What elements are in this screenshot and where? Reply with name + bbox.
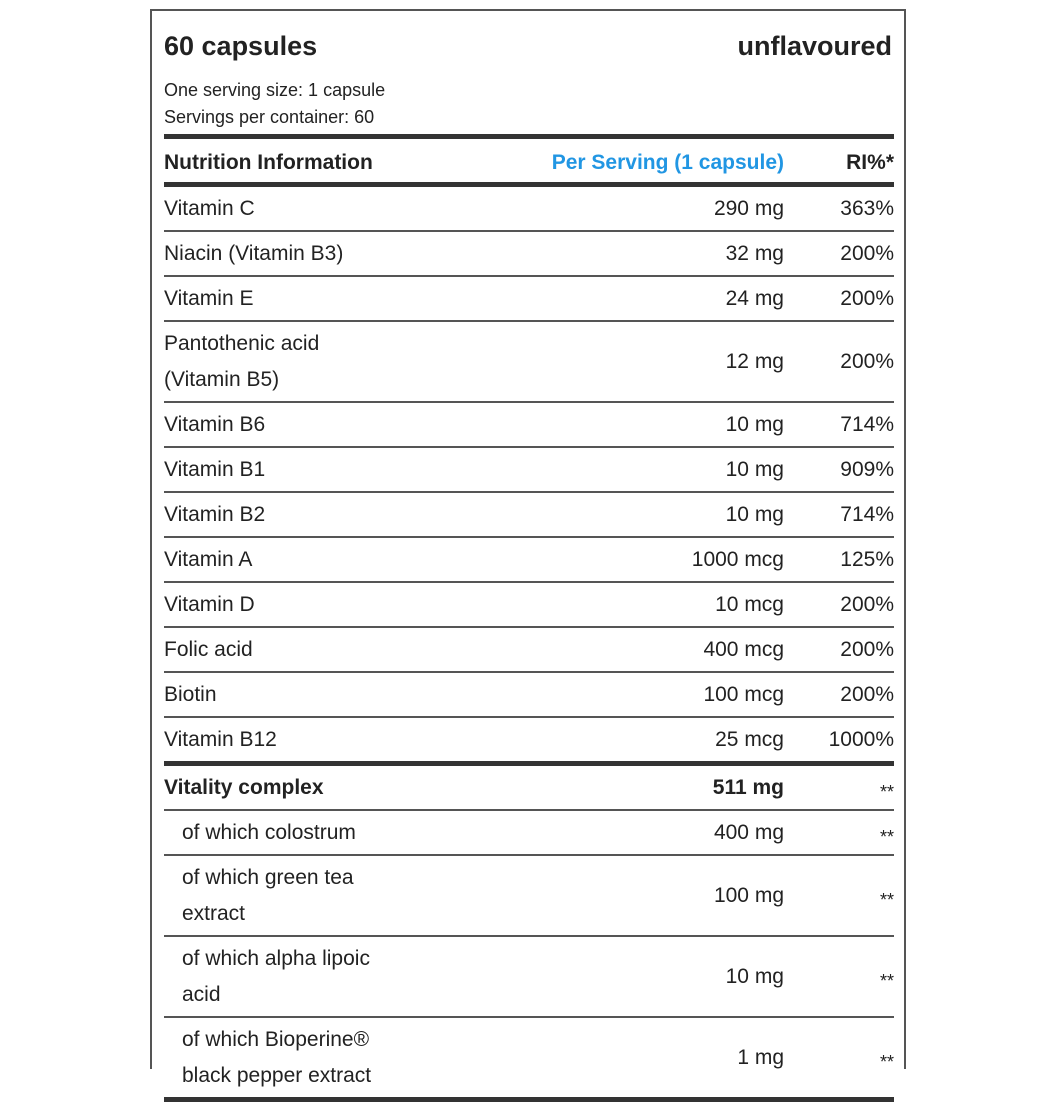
sub-row: [164, 811, 894, 854]
table-row: [164, 538, 894, 581]
nutrient-name: Vitamin D: [164, 593, 255, 616]
nutrient-amount: 10 mg: [725, 503, 784, 526]
nutrient-ri: 909%: [840, 458, 894, 481]
column-header-per-serving: Per Serving (1 capsule): [551, 151, 784, 174]
nutrient-name: Vitamin B2: [164, 503, 266, 526]
column-header-row: [164, 139, 894, 182]
table-row: [164, 448, 894, 491]
sub-row: [164, 1018, 894, 1097]
ingredient-ri: **: [879, 890, 894, 910]
nutrient-name: Vitamin B12: [164, 728, 277, 751]
nutrient-amount: 12 mg: [725, 350, 784, 373]
nutrient-ri: 125%: [840, 548, 894, 571]
nutrient-amount: 10 mg: [725, 413, 784, 436]
nutrient-name: Folic acid: [164, 638, 253, 661]
nutrition-panel-inner: [164, 11, 894, 1102]
complex-ri: **: [879, 782, 894, 802]
ingredient-ri: **: [879, 971, 894, 991]
nutrient-name: Biotin: [164, 683, 217, 706]
column-header-ri: RI%*: [846, 151, 894, 174]
ingredient-amount: 400 mg: [713, 821, 784, 844]
nutrient-amount: 400 mcg: [703, 638, 784, 661]
table-row: [164, 322, 894, 401]
nutrient-amount: 10 mg: [725, 458, 784, 481]
serving-size-text: One serving size: 1 capsule: [164, 80, 386, 100]
table-row: [164, 718, 894, 761]
nutrient-amount: 25 mcg: [715, 728, 784, 751]
nutrient-name: Pantothenic acid (Vitamin B5): [164, 332, 320, 391]
nutrient-name: Vitamin C: [164, 197, 255, 220]
complex-amount: 511 mg: [712, 776, 784, 799]
product-size-title: 60 capsules: [164, 31, 318, 61]
ingredient-name: of which colostrum: [182, 821, 356, 844]
nutrient-ri: 200%: [840, 350, 894, 373]
table-row: [164, 628, 894, 671]
nutrient-ri: 200%: [840, 638, 894, 661]
nutrient-ri: 714%: [840, 413, 894, 436]
nutrient-name: Vitamin E: [164, 287, 254, 310]
product-flavour: unflavoured: [737, 31, 892, 61]
table-row: [164, 187, 894, 230]
table-row: [164, 583, 894, 626]
ingredient-amount: 1 mg: [737, 1046, 784, 1069]
ingredient-ri: **: [879, 1052, 894, 1072]
column-header-name: Nutrition Information: [164, 151, 373, 174]
ingredient-name: of which alpha lipoic acid: [182, 947, 370, 1006]
ingredient-ri: **: [879, 827, 894, 847]
nutrient-name: Vitamin A: [164, 548, 253, 571]
complex-row: [164, 766, 894, 809]
table-row: [164, 277, 894, 320]
table-row: [164, 403, 894, 446]
sub-row: [164, 937, 894, 1016]
divider-thick: [164, 1097, 894, 1102]
header-row: [164, 11, 894, 77]
nutrient-amount: 290 mg: [713, 197, 784, 220]
nutrient-amount: 24 mg: [725, 287, 784, 310]
nutrient-name: Vitamin B1: [164, 458, 266, 481]
nutrient-ri: 200%: [840, 242, 894, 265]
nutrient-ri: 200%: [840, 683, 894, 706]
servings-per-container-text: Servings per container: 60: [164, 107, 375, 127]
nutrient-ri: 714%: [840, 503, 894, 526]
nutrient-name: Vitamin B6: [164, 413, 266, 436]
table-row: [164, 673, 894, 716]
sub-row: [164, 856, 894, 935]
nutrient-ri: 1000%: [828, 728, 894, 751]
table-row: [164, 493, 894, 536]
nutrient-ri: 363%: [840, 197, 894, 220]
ingredient-name: of which Bioperine® black pepper extract: [182, 1028, 372, 1087]
ingredient-amount: 10 mg: [725, 965, 784, 988]
nutrient-amount: 100 mcg: [703, 683, 784, 706]
nutrient-amount: 1000 mcg: [691, 548, 784, 571]
nutrient-amount: 10 mcg: [715, 593, 784, 616]
nutrient-amount: 32 mg: [725, 242, 784, 265]
nutrient-ri: 200%: [840, 593, 894, 616]
nutrition-panel: [150, 9, 906, 1087]
nutrient-name: Niacin (Vitamin B3): [164, 242, 344, 265]
complex-name: Vitality complex: [164, 776, 324, 799]
ingredient-amount: 100 mg: [713, 884, 784, 907]
ingredient-name: of which green tea extract: [182, 866, 354, 925]
table-row: [164, 232, 894, 275]
nutrient-ri: 200%: [840, 287, 894, 310]
